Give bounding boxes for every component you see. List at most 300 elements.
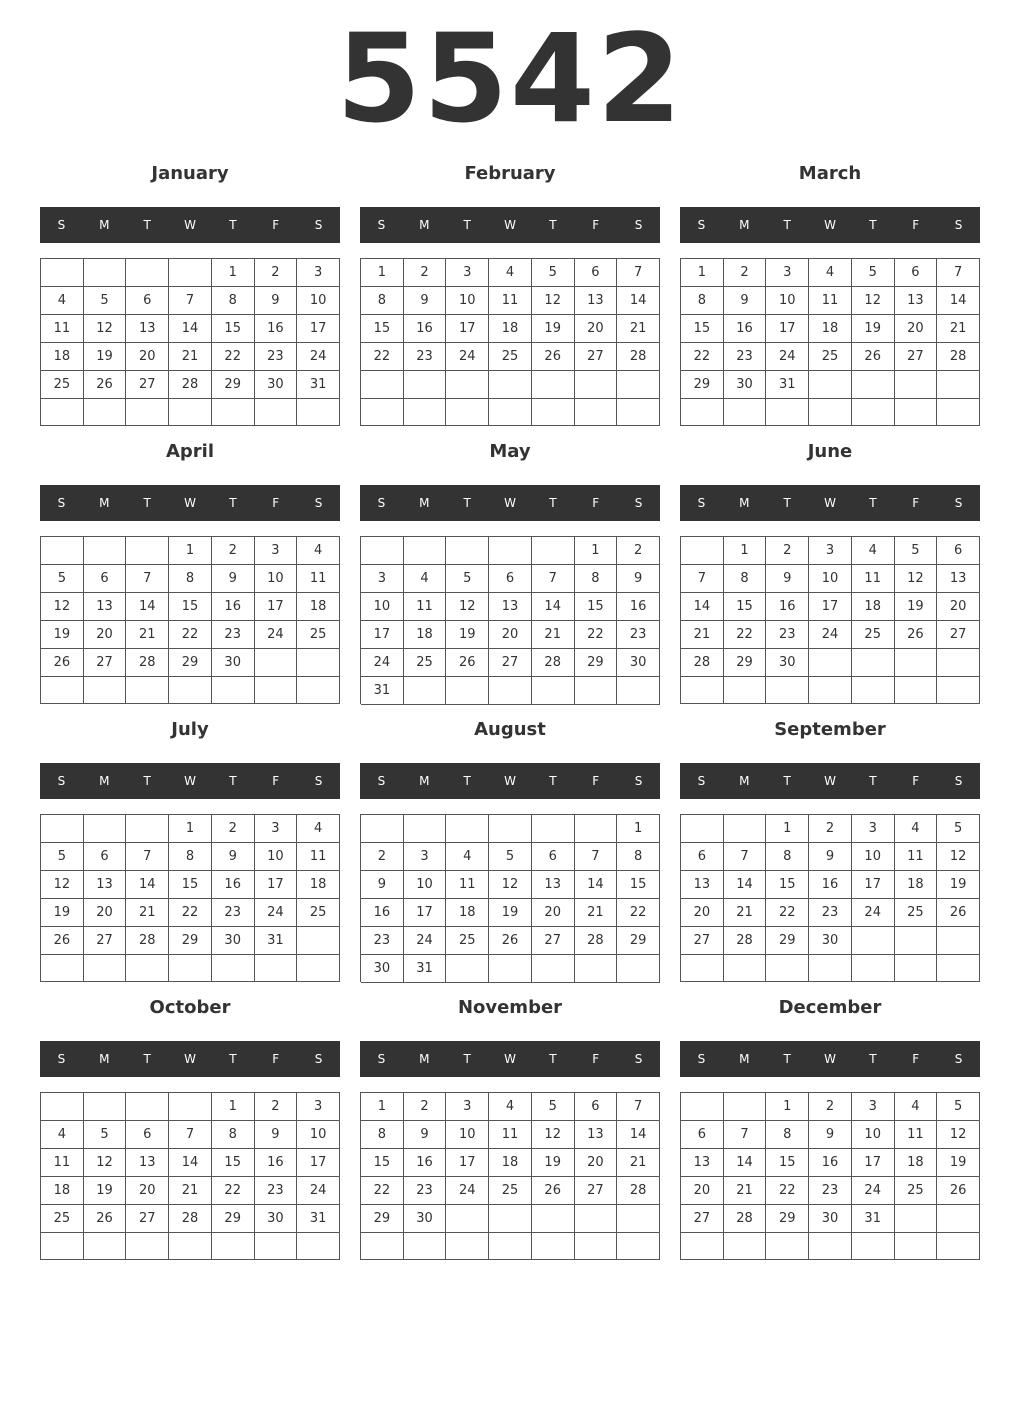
- day-cell: 30: [809, 927, 852, 955]
- day-cell: 1: [766, 815, 809, 843]
- weekday-header: [680, 763, 980, 799]
- day-cell: 19: [895, 593, 938, 621]
- day-cell: 20: [126, 343, 169, 371]
- day-cell: 14: [126, 871, 169, 899]
- day-cell: 14: [126, 593, 169, 621]
- empty-day-cell: [212, 677, 255, 704]
- weekday-label: T: [783, 218, 791, 232]
- empty-day-cell: [212, 955, 255, 982]
- empty-day-cell: [681, 955, 724, 982]
- day-cell: 13: [126, 315, 169, 343]
- day-cell: 2: [617, 537, 660, 565]
- empty-day-cell: [617, 399, 660, 427]
- empty-day-cell: [446, 955, 489, 983]
- empty-day-cell: [126, 537, 169, 565]
- day-cell: 18: [404, 621, 447, 649]
- weekday-label: S: [377, 1052, 386, 1066]
- day-cell: 31: [297, 371, 340, 399]
- weekday-label: S: [377, 218, 386, 232]
- day-grid: [40, 258, 340, 426]
- year-title: 5542: [336, 8, 684, 150]
- weekday-label: W: [504, 218, 516, 232]
- day-cell: 24: [852, 1177, 895, 1205]
- day-cell: 31: [404, 955, 447, 983]
- day-cell: 29: [212, 1205, 255, 1233]
- day-cell: 7: [681, 565, 724, 593]
- day-cell: 28: [724, 927, 767, 955]
- day-cell: 23: [255, 343, 298, 371]
- day-cell: 23: [617, 621, 660, 649]
- day-cell: 29: [575, 649, 618, 677]
- weekday-label: T: [869, 496, 877, 510]
- empty-day-cell: [681, 677, 724, 704]
- empty-day-cell: [446, 677, 489, 705]
- day-cell: 14: [724, 871, 767, 899]
- day-cell: 13: [895, 287, 938, 315]
- weekday-label: M: [419, 496, 430, 510]
- day-cell: 9: [255, 287, 298, 315]
- day-cell: 23: [809, 899, 852, 927]
- day-cell: 21: [126, 621, 169, 649]
- empty-day-cell: [895, 399, 938, 426]
- day-cell: 19: [84, 343, 127, 371]
- day-cell: 1: [766, 1093, 809, 1121]
- day-cell: 28: [617, 343, 660, 371]
- day-cell: 5: [532, 1093, 575, 1121]
- day-cell: 30: [361, 955, 404, 983]
- day-cell: 16: [255, 1149, 298, 1177]
- day-grid: [680, 258, 980, 426]
- day-grid: [680, 1092, 980, 1260]
- day-cell: 12: [852, 287, 895, 315]
- empty-day-cell: [404, 399, 447, 427]
- day-cell: 15: [212, 1149, 255, 1177]
- day-cell: 7: [532, 565, 575, 593]
- empty-day-cell: [489, 371, 532, 399]
- empty-day-cell: [937, 1233, 980, 1260]
- day-cell: 9: [617, 565, 660, 593]
- empty-day-cell: [937, 371, 980, 399]
- empty-day-cell: [41, 1093, 84, 1121]
- empty-day-cell: [489, 399, 532, 427]
- day-cell: 19: [852, 315, 895, 343]
- day-cell: 4: [895, 815, 938, 843]
- empty-day-cell: [41, 815, 84, 843]
- day-cell: 3: [404, 843, 447, 871]
- day-cell: 2: [361, 843, 404, 871]
- day-cell: 21: [126, 899, 169, 927]
- empty-day-cell: [84, 1093, 127, 1121]
- day-cell: 5: [84, 1121, 127, 1149]
- empty-day-cell: [446, 537, 489, 565]
- empty-day-cell: [532, 815, 575, 843]
- day-cell: 26: [532, 343, 575, 371]
- day-cell: 2: [212, 815, 255, 843]
- empty-day-cell: [852, 927, 895, 955]
- weekday-label: S: [314, 218, 323, 232]
- day-cell: 8: [169, 565, 212, 593]
- day-cell: 26: [937, 899, 980, 927]
- day-cell: 25: [489, 343, 532, 371]
- day-cell: 6: [895, 259, 938, 287]
- empty-day-cell: [169, 955, 212, 982]
- day-cell: 5: [852, 259, 895, 287]
- day-cell: 1: [724, 537, 767, 565]
- day-cell: 31: [852, 1205, 895, 1233]
- day-cell: 13: [489, 593, 532, 621]
- day-cell: 3: [766, 259, 809, 287]
- day-cell: 4: [446, 843, 489, 871]
- weekday-label: S: [697, 774, 706, 788]
- day-cell: 15: [361, 1149, 404, 1177]
- weekday-label: S: [377, 774, 386, 788]
- day-cell: 20: [126, 1177, 169, 1205]
- weekday-label: S: [634, 1052, 643, 1066]
- day-cell: 6: [84, 565, 127, 593]
- day-cell: 2: [809, 815, 852, 843]
- day-cell: 22: [766, 899, 809, 927]
- weekday-label: W: [824, 496, 836, 510]
- day-cell: 17: [766, 315, 809, 343]
- day-cell: 2: [404, 259, 447, 287]
- empty-day-cell: [532, 399, 575, 427]
- day-cell: 18: [895, 1149, 938, 1177]
- empty-day-cell: [895, 677, 938, 704]
- weekday-label: F: [592, 774, 600, 788]
- day-cell: 1: [212, 1093, 255, 1121]
- empty-day-cell: [937, 927, 980, 955]
- empty-day-cell: [575, 815, 618, 843]
- day-cell: 8: [361, 1121, 404, 1149]
- day-cell: 3: [809, 537, 852, 565]
- empty-day-cell: [41, 399, 84, 426]
- empty-day-cell: [937, 649, 980, 677]
- day-cell: 22: [212, 343, 255, 371]
- weekday-label: S: [954, 1052, 963, 1066]
- weekday-label: W: [504, 1052, 516, 1066]
- weekday-label: M: [99, 1052, 110, 1066]
- empty-day-cell: [169, 259, 212, 287]
- day-cell: 22: [575, 621, 618, 649]
- day-cell: 4: [297, 815, 340, 843]
- day-cell: 3: [297, 1093, 340, 1121]
- day-cell: 2: [255, 259, 298, 287]
- day-cell: 27: [84, 927, 127, 955]
- weekday-header: [360, 763, 660, 799]
- month-name: January: [151, 163, 229, 184]
- empty-day-cell: [575, 371, 618, 399]
- day-cell: 12: [41, 871, 84, 899]
- day-cell: 30: [724, 371, 767, 399]
- day-cell: 10: [852, 1121, 895, 1149]
- day-cell: 31: [766, 371, 809, 399]
- empty-day-cell: [937, 677, 980, 704]
- weekday-label: M: [739, 1052, 750, 1066]
- day-cell: 7: [169, 287, 212, 315]
- day-cell: 3: [255, 815, 298, 843]
- day-cell: 16: [809, 871, 852, 899]
- empty-day-cell: [766, 955, 809, 982]
- day-cell: 16: [361, 899, 404, 927]
- weekday-header: [680, 1041, 980, 1077]
- day-cell: 26: [84, 371, 127, 399]
- day-cell: 21: [681, 621, 724, 649]
- empty-day-cell: [852, 677, 895, 704]
- day-cell: 27: [489, 649, 532, 677]
- weekday-label: M: [99, 496, 110, 510]
- empty-day-cell: [575, 1205, 618, 1233]
- day-cell: 23: [724, 343, 767, 371]
- weekday-label: S: [954, 774, 963, 788]
- day-cell: 11: [41, 1149, 84, 1177]
- weekday-label: T: [549, 218, 557, 232]
- day-cell: 29: [212, 371, 255, 399]
- day-cell: 10: [255, 843, 298, 871]
- empty-day-cell: [809, 399, 852, 426]
- weekday-label: T: [229, 218, 237, 232]
- empty-day-cell: [297, 399, 340, 426]
- weekday-label: S: [377, 496, 386, 510]
- empty-day-cell: [681, 1233, 724, 1260]
- day-cell: 4: [41, 287, 84, 315]
- empty-day-cell: [575, 955, 618, 983]
- day-cell: 28: [617, 1177, 660, 1205]
- day-cell: 24: [404, 927, 447, 955]
- day-cell: 4: [489, 1093, 532, 1121]
- day-cell: 6: [84, 843, 127, 871]
- empty-day-cell: [84, 1233, 127, 1260]
- weekday-label: F: [592, 218, 600, 232]
- weekday-header: [680, 485, 980, 521]
- day-cell: 25: [446, 927, 489, 955]
- day-cell: 7: [575, 843, 618, 871]
- day-cell: 27: [575, 1177, 618, 1205]
- day-cell: 10: [297, 1121, 340, 1149]
- day-cell: 6: [575, 259, 618, 287]
- empty-day-cell: [297, 927, 340, 955]
- empty-day-cell: [575, 1233, 618, 1260]
- day-cell: 25: [852, 621, 895, 649]
- empty-day-cell: [84, 677, 127, 704]
- weekday-label: F: [272, 774, 280, 788]
- empty-day-cell: [766, 677, 809, 704]
- day-cell: 30: [809, 1205, 852, 1233]
- day-cell: 7: [937, 259, 980, 287]
- day-cell: 17: [852, 871, 895, 899]
- day-cell: 11: [297, 565, 340, 593]
- month-name: December: [778, 997, 882, 1018]
- empty-day-cell: [84, 815, 127, 843]
- weekday-label: M: [419, 774, 430, 788]
- day-cell: 24: [255, 899, 298, 927]
- empty-day-cell: [41, 955, 84, 982]
- day-cell: 30: [766, 649, 809, 677]
- weekday-label: T: [463, 218, 471, 232]
- weekday-label: S: [314, 496, 323, 510]
- day-cell: 25: [809, 343, 852, 371]
- day-cell: 9: [766, 565, 809, 593]
- day-grid: [40, 814, 340, 982]
- month-name: February: [464, 163, 556, 184]
- day-cell: 3: [852, 815, 895, 843]
- day-cell: 14: [937, 287, 980, 315]
- weekday-label: T: [229, 496, 237, 510]
- day-cell: 30: [212, 649, 255, 677]
- day-cell: 29: [169, 927, 212, 955]
- day-cell: 8: [361, 287, 404, 315]
- day-cell: 29: [681, 371, 724, 399]
- weekday-label: F: [272, 218, 280, 232]
- day-cell: 27: [532, 927, 575, 955]
- day-cell: 5: [84, 287, 127, 315]
- day-cell: 8: [617, 843, 660, 871]
- day-cell: 11: [809, 287, 852, 315]
- day-cell: 16: [617, 593, 660, 621]
- day-cell: 23: [361, 927, 404, 955]
- empty-day-cell: [809, 677, 852, 704]
- empty-day-cell: [766, 1233, 809, 1260]
- empty-day-cell: [766, 399, 809, 426]
- day-cell: 11: [297, 843, 340, 871]
- day-cell: 16: [404, 1149, 447, 1177]
- day-cell: 20: [489, 621, 532, 649]
- day-cell: 4: [852, 537, 895, 565]
- day-cell: 25: [41, 371, 84, 399]
- weekday-label: T: [463, 1052, 471, 1066]
- day-cell: 28: [937, 343, 980, 371]
- day-cell: 11: [446, 871, 489, 899]
- weekday-label: W: [824, 1052, 836, 1066]
- day-cell: 11: [404, 593, 447, 621]
- day-cell: 26: [852, 343, 895, 371]
- month-name: March: [798, 163, 862, 184]
- day-cell: 5: [937, 815, 980, 843]
- day-cell: 8: [766, 843, 809, 871]
- empty-day-cell: [532, 371, 575, 399]
- day-cell: 20: [937, 593, 980, 621]
- day-cell: 18: [41, 343, 84, 371]
- day-cell: 26: [41, 927, 84, 955]
- day-cell: 29: [361, 1205, 404, 1233]
- day-cell: 8: [681, 287, 724, 315]
- day-cell: 11: [895, 843, 938, 871]
- empty-day-cell: [446, 371, 489, 399]
- day-cell: 12: [937, 843, 980, 871]
- day-cell: 4: [41, 1121, 84, 1149]
- weekday-label: S: [697, 218, 706, 232]
- day-cell: 21: [532, 621, 575, 649]
- day-cell: 25: [297, 621, 340, 649]
- weekday-label: T: [783, 774, 791, 788]
- day-grid: [360, 258, 660, 426]
- day-cell: 10: [852, 843, 895, 871]
- day-cell: 19: [489, 899, 532, 927]
- empty-day-cell: [446, 399, 489, 427]
- day-cell: 20: [681, 899, 724, 927]
- empty-day-cell: [84, 259, 127, 287]
- day-cell: 6: [575, 1093, 618, 1121]
- day-cell: 14: [169, 1149, 212, 1177]
- empty-day-cell: [895, 955, 938, 982]
- day-cell: 5: [489, 843, 532, 871]
- day-cell: 3: [446, 1093, 489, 1121]
- day-cell: 9: [212, 843, 255, 871]
- weekday-label: S: [634, 774, 643, 788]
- empty-day-cell: [404, 677, 447, 705]
- day-cell: 1: [212, 259, 255, 287]
- empty-day-cell: [809, 371, 852, 399]
- day-cell: 20: [84, 621, 127, 649]
- day-cell: 17: [446, 315, 489, 343]
- day-grid: [360, 536, 660, 704]
- day-cell: 16: [809, 1149, 852, 1177]
- day-cell: 18: [809, 315, 852, 343]
- weekday-label: M: [739, 218, 750, 232]
- month-name: August: [474, 719, 546, 740]
- day-cell: 21: [724, 899, 767, 927]
- empty-day-cell: [126, 1233, 169, 1260]
- empty-day-cell: [84, 399, 127, 426]
- empty-day-cell: [532, 955, 575, 983]
- day-cell: 28: [169, 1205, 212, 1233]
- day-cell: 27: [84, 649, 127, 677]
- day-cell: 19: [532, 315, 575, 343]
- day-cell: 18: [895, 871, 938, 899]
- empty-day-cell: [361, 399, 404, 427]
- day-cell: 30: [404, 1205, 447, 1233]
- day-cell: 17: [297, 315, 340, 343]
- empty-day-cell: [895, 1233, 938, 1260]
- day-cell: 8: [212, 1121, 255, 1149]
- weekday-label: T: [783, 1052, 791, 1066]
- day-cell: 1: [169, 815, 212, 843]
- day-cell: 24: [809, 621, 852, 649]
- day-cell: 23: [809, 1177, 852, 1205]
- day-grid: [40, 1092, 340, 1260]
- weekday-label: M: [99, 774, 110, 788]
- day-cell: 10: [297, 287, 340, 315]
- weekday-label: F: [592, 1052, 600, 1066]
- empty-day-cell: [255, 649, 298, 677]
- empty-day-cell: [532, 537, 575, 565]
- day-cell: 21: [169, 343, 212, 371]
- empty-day-cell: [169, 677, 212, 704]
- day-cell: 25: [297, 899, 340, 927]
- day-cell: 21: [617, 1149, 660, 1177]
- day-cell: 19: [937, 1149, 980, 1177]
- empty-day-cell: [852, 399, 895, 426]
- day-cell: 31: [255, 927, 298, 955]
- day-cell: 6: [937, 537, 980, 565]
- weekday-label: T: [229, 774, 237, 788]
- empty-day-cell: [724, 815, 767, 843]
- day-cell: 15: [169, 593, 212, 621]
- empty-day-cell: [852, 649, 895, 677]
- day-cell: 21: [617, 315, 660, 343]
- day-cell: 26: [84, 1205, 127, 1233]
- empty-day-cell: [852, 955, 895, 982]
- empty-day-cell: [126, 955, 169, 982]
- weekday-label: F: [912, 218, 920, 232]
- day-cell: 5: [41, 843, 84, 871]
- day-cell: 27: [681, 927, 724, 955]
- weekday-label: S: [954, 496, 963, 510]
- day-cell: 1: [575, 537, 618, 565]
- day-cell: 22: [169, 621, 212, 649]
- empty-day-cell: [255, 1233, 298, 1260]
- day-cell: 12: [937, 1121, 980, 1149]
- weekday-label: T: [143, 218, 151, 232]
